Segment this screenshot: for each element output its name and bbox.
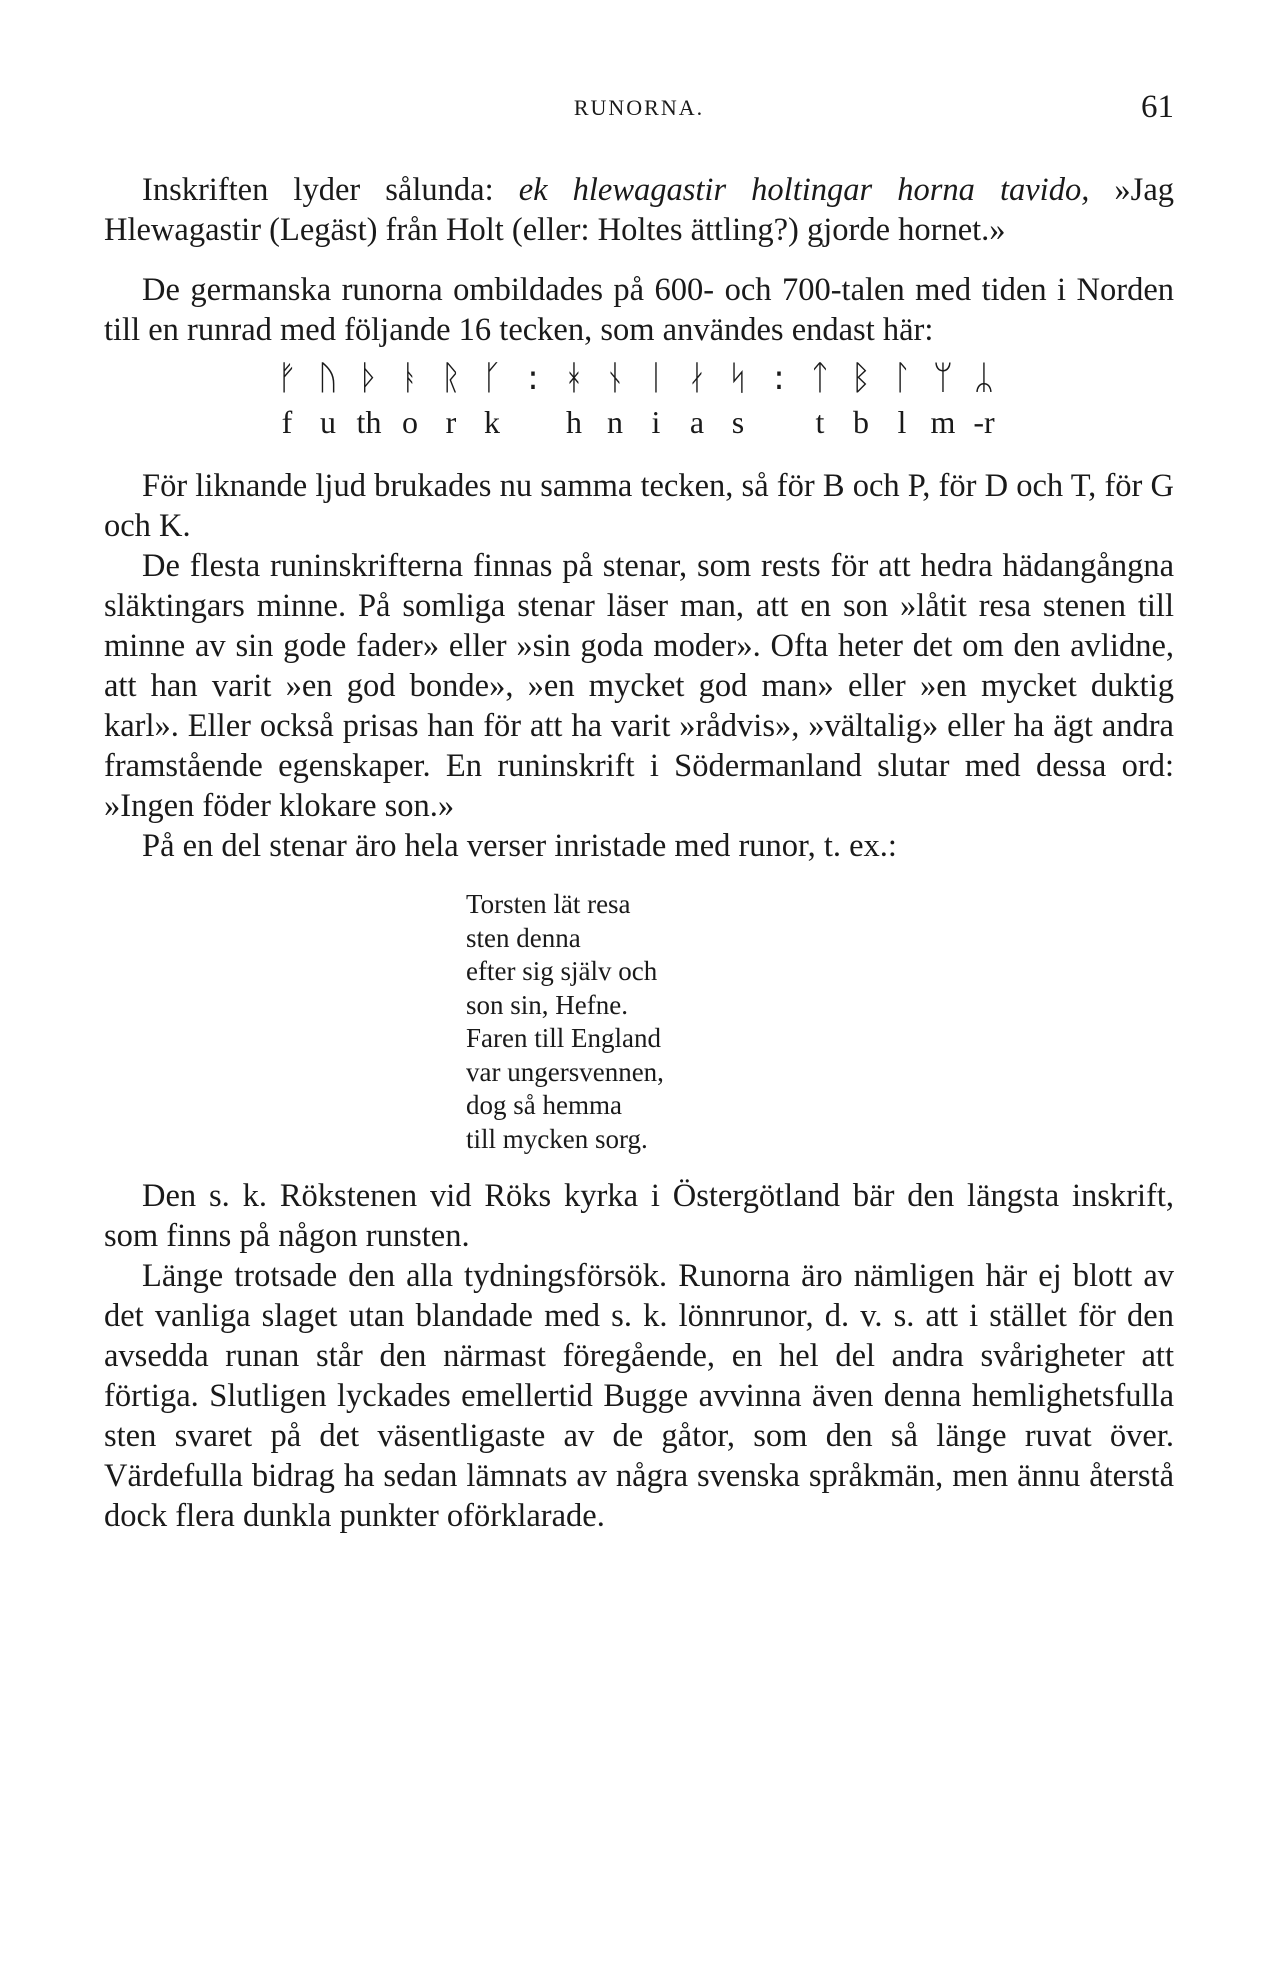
paragraph-inscription <box>104 170 1174 250</box>
rune-transliteration: -r <box>973 404 995 440</box>
rune-glyph: ᚭ <box>399 358 421 398</box>
rune-transliteration: i <box>651 404 661 440</box>
rune-glyph: ᚼ <box>563 358 585 398</box>
rune-glyph: ᚦ <box>358 358 380 398</box>
verse-line: Torsten lät resa <box>466 889 631 919</box>
rune-glyph: ᛦ <box>973 358 995 398</box>
verse-line: var ungersvennen, <box>466 1056 664 1087</box>
verse-block <box>466 888 1174 1156</box>
rune-transliteration-row <box>272 402 1012 446</box>
rune-transliteration: h <box>566 404 582 440</box>
verse-line: efter sig själv och <box>466 956 658 986</box>
rune-glyph: ᚠ <box>276 358 298 398</box>
rune-separator: : <box>773 358 785 398</box>
rune-transliteration: t <box>815 404 825 440</box>
rune-row <box>272 358 1012 402</box>
rune-transliteration: m <box>930 404 956 440</box>
inscription-quote: ek hlewagastir holtingar horna tavido, <box>518 172 1090 208</box>
paragraph-sounds: För liknande ljud brukades nu samma tecken, så för B och P, för D och T, för G och K. <box>104 468 1174 544</box>
rune-transliteration: th <box>356 404 382 440</box>
rune-transliteration: a <box>689 404 705 440</box>
paragraph-inscription-start: Inskriften lyder sålunda: <box>142 172 519 208</box>
running-title: RUNORNA. <box>573 95 705 120</box>
rune-glyph: ᛒ <box>850 358 872 398</box>
rune-glyph: ᚱ <box>440 358 462 398</box>
rune-transliteration: n <box>607 404 623 440</box>
rune-transliteration: o <box>402 404 418 440</box>
paragraph-inscription-end: »Jag Hlewagastir (Legäst) från Holt (eller: Holtes ättling?) gjorde hornet.» <box>104 172 1174 248</box>
rune-glyph: ᚢ <box>317 358 339 398</box>
page-number: 61 <box>1141 89 1174 125</box>
page-header <box>104 89 1174 135</box>
rune-glyph: ᛏ <box>809 358 831 398</box>
page-body <box>104 170 1174 1536</box>
rune-transliteration: b <box>853 404 869 440</box>
rune-glyph: ᛘ <box>932 358 954 398</box>
verse-line: Faren till England <box>466 1023 661 1053</box>
rune-transliteration: s <box>731 404 745 440</box>
paragraph-rokstone: Den s. k. Rökstenen vid Röks kyrka i Östergötland bär den längsta inskrift, som finns på någon runsten. <box>104 1178 1174 1254</box>
verse-line: dog så hemma <box>466 1090 622 1120</box>
verse-line: sten denna <box>466 922 581 953</box>
rune-glyph: ᛋ <box>727 358 749 398</box>
rune-separator: : <box>527 358 539 398</box>
rune-transliteration: k <box>484 404 500 440</box>
paragraph-stones: De flesta runinskrifterna finnas på stenar, som rests för att hedra hädangångna släktingars minne. På somliga stenar läser man, att en son »låtit resa stenen till minne av sin gode fader» eller »sin goda moder». Ofta heter det om den avlidne, att han varit »en god bonde», »en mycket god man» eller »en mycket duktig karl». Eller också prisas han för att ha varit »rådvis», »vältalig» eller ha ägt andra framstående egenskaper. En runinskrift i Södermanland slutar med dessa ord: »Ingen föder klokare son.» <box>104 548 1174 824</box>
rune-transliteration: f <box>281 404 293 440</box>
rune-transliteration: u <box>320 404 336 440</box>
verse-line: till mycken sorg. <box>466 1123 648 1154</box>
paragraph-verses: På en del stenar äro hela verser inristade med runor, t. ex.: <box>142 828 897 864</box>
rune-transliteration: l <box>897 404 907 440</box>
paragraph-runerow-intro: De germanska runorna ombildades på 600- och 700-talen med tiden i Norden till en runrad med följande 16 tecken, som användes endast här: <box>104 272 1174 348</box>
paragraph-deciphering: Länge trotsade den alla tydningsförsök. Runorna äro nämligen här ej blott av det vanliga slaget utan blandade med s. k. lönnrunor, d. v. s. att i stället för den avsedda runan står den närmast föregående, en hel del andra svårigheter att förtiga. Slutligen lyckades emellertid Bugge avvinna även denna hemlighetsfulla sten svaret på det väsentligaste av de gåtor, som den så länge ruvat över. Värdefulla bidrag ha sedan lämnats av några svenska språkmän, men ännu återstå dock flera dunkla punkter oförklarade. <box>104 1258 1174 1534</box>
rune-glyph: ᚾ <box>604 358 626 398</box>
rune-transliteration: r <box>445 404 457 440</box>
rune-glyph: ᛚ <box>891 358 913 398</box>
rune-glyph: ᛁ <box>645 358 667 398</box>
verse-line: son sin, Hefne. <box>466 989 628 1020</box>
rune-glyph: ᛅ <box>686 358 708 398</box>
rune-glyph: ᚴ <box>481 358 503 398</box>
